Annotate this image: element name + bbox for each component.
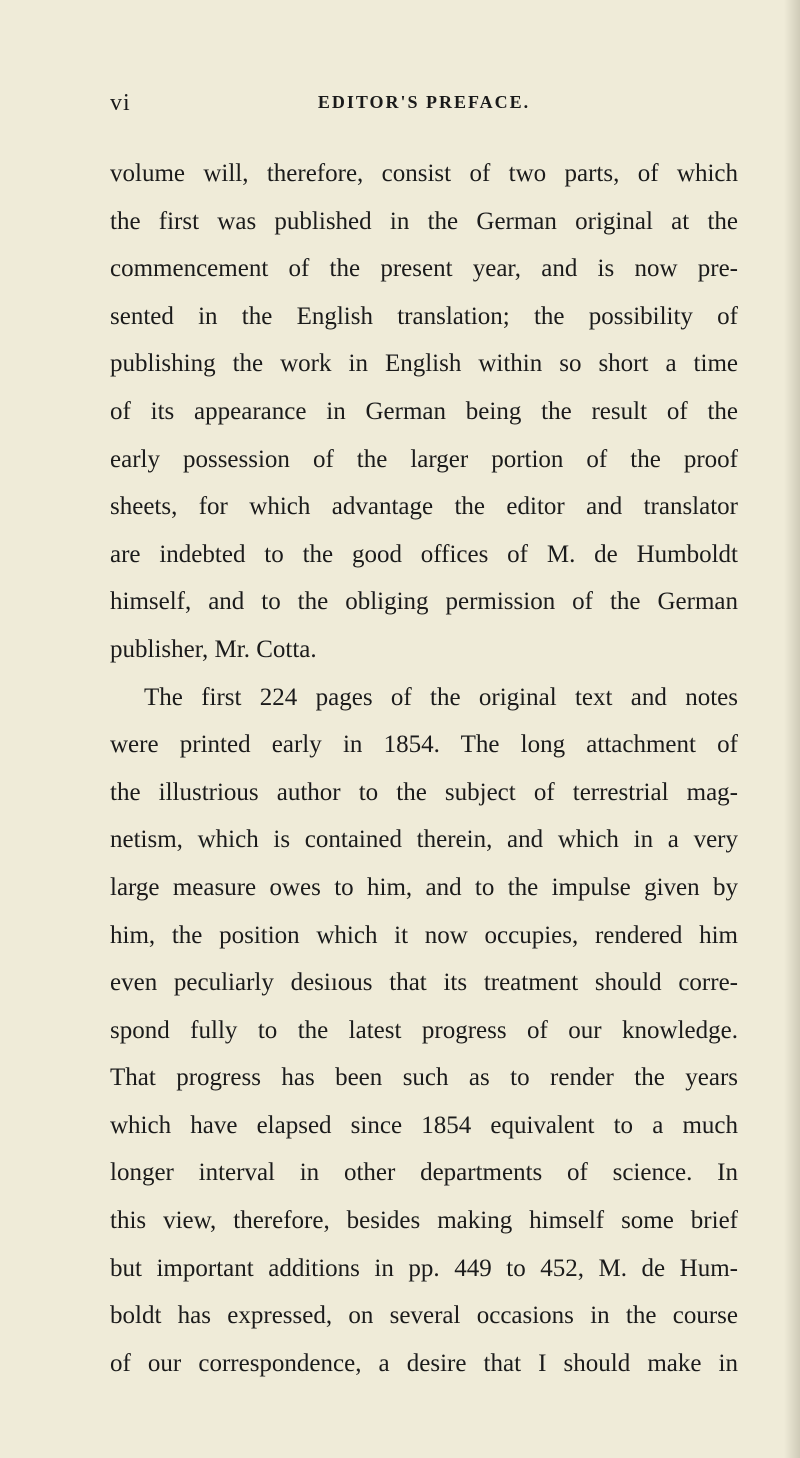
running-head: EDITOR'S PREFACE. [317,92,531,112]
text-line: are indebted to the good offices of M. de Humboldt [110,540,738,568]
text-line: were printed early in 1854. The long attachment of [110,731,738,759]
text-line: the first was published in the German original at the [110,207,738,235]
page-number: vi [110,90,131,116]
text-line: That progress has been such as to render the years [110,1064,738,1092]
text-line: even peculiarly desiıous that its treatment should corre- [110,969,738,997]
text-line: longer interval in other departments of science. In [110,1159,738,1187]
text-line: but important additions in pp. 449 to 452, M. de Hum- [110,1254,738,1282]
body-text [110,150,738,1387]
text-line: himself, and to the obliging permission of the German [110,588,738,616]
text-line: commencement of the present year, and is now pre- [110,255,738,283]
text-line: the illustrious author to the subject of terrestrial mag- [110,778,738,806]
text-line: boldt has expressed, on several occasions in the course [110,1302,738,1330]
paragraph-start-line: The first 224 pages of the original text and notes [144,683,738,711]
text-line: this view, therefore, besides making himself some brief [110,1207,738,1235]
text-line: publisher, Mr. Cotta. [110,635,317,663]
text-line: of our correspondence, a desire that I should make in [110,1349,738,1377]
text-line: volume will, therefore, consist of two parts, of which [110,160,738,187]
text-line: sheets, for which advantage the editor and translator [110,493,738,521]
text-line: publishing the work in English within so short a time [110,350,738,378]
text-line: large measure owes to him, and to the impulse given by [110,873,738,901]
page-header [110,80,738,120]
text-line: early possession of the larger portion of the proof [110,445,738,473]
text-line: of its appearance in German being the result of the [110,397,738,425]
text-line: which have elapsed since 1854 equivalent to a much [110,1111,738,1139]
text-line: him, the position which it now occupies, rendered him [110,921,738,949]
text-line: spond fully to the latest progress of our knowledge. [110,1016,738,1044]
text-line: netism, which is contained therein, and which in a very [110,826,738,854]
page-edge-shadow [784,0,800,1458]
text-line: sented in the English translation; the possibility of [110,302,738,330]
